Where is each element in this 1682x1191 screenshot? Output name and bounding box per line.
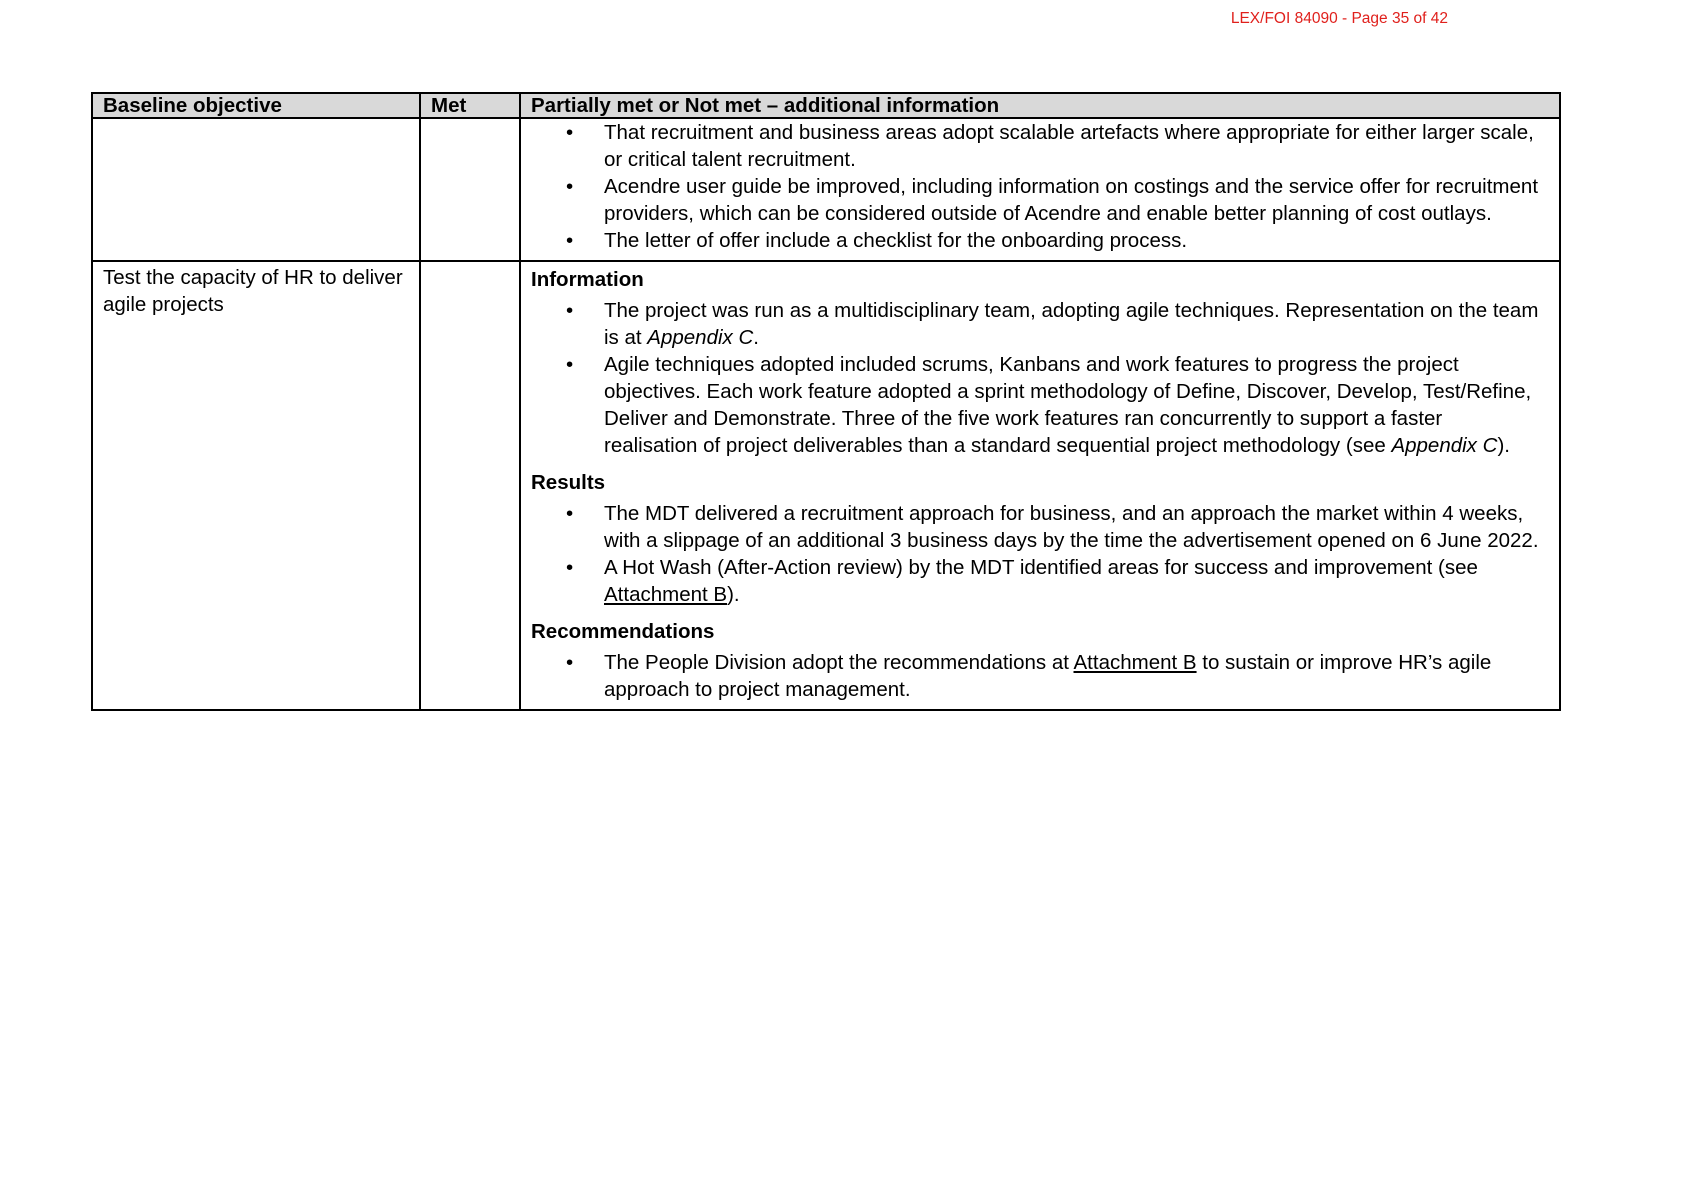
met-cell [420, 261, 520, 710]
list-item: • That recruitment and business areas adopt scalable artefacts where appropriate for either larger scale, or critical talent recruitment. [531, 119, 1549, 173]
item-text-end: ). [727, 583, 740, 606]
item-text: Agile techniques adopted included scrums, Kanbans and work features to progress the project objectives. Each work feature adopted a sprint methodology of Define, Discover, Develop, Test/Refine, Deliver and Demonstrate. Three of the five work features ran concurrently to support a faster realisation of project deliverables than a standard sequential project methodology (see [604, 353, 1532, 457]
info-cell [520, 261, 1560, 710]
objective-cell [92, 118, 420, 261]
information-list [531, 297, 1549, 459]
item-text-end: ). [1497, 434, 1510, 457]
page-stamp: LEX/FOI 84090 - Page 35 of 42 [1230, 10, 1448, 27]
header-baseline-objective: Baseline objective [92, 93, 420, 118]
objective-cell: Test the capacity of HR to deliver agile projects [92, 261, 420, 710]
list-item: • Acendre user guide be improved, including information on costings and the service offer for recruitment providers, which can be considered outside of Acendre and enable better planning of cost outlays. [531, 173, 1549, 227]
item-text: The project was run as a multidisciplinary team, adopting agile techniques. Representation on the team is at [604, 299, 1539, 349]
list-item [531, 351, 1549, 459]
list-item [531, 554, 1549, 608]
recommendation-list [531, 119, 1549, 254]
info-cell [520, 118, 1560, 261]
appendix-reference: Appendix C [1391, 434, 1498, 457]
objectives-table [91, 92, 1561, 711]
list-item [531, 297, 1549, 351]
section-heading-recommendations: Recommendations [531, 620, 715, 643]
table-row-continuation [92, 118, 1560, 261]
item-text-end: . [753, 326, 759, 349]
header-additional-information: Partially met or Not met – additional information [520, 93, 1560, 118]
item-text-end: to sustain or improve HR’s agile approach to project management. [604, 651, 1492, 701]
attachment-b-link[interactable]: Attachment B [1073, 651, 1197, 674]
section-heading-information: Information [531, 268, 644, 291]
attachment-b-link[interactable]: Attachment B [604, 583, 728, 606]
results-list [531, 500, 1549, 608]
list-item [531, 649, 1549, 703]
table-row-agile [92, 261, 1560, 710]
table-header-row [92, 93, 1560, 118]
recommendations-list [531, 649, 1549, 703]
met-cell [420, 118, 520, 261]
section-heading-results: Results [531, 471, 606, 494]
item-text: The People Division adopt the recommendations at [604, 651, 1074, 674]
list-item: • The MDT delivered a recruitment approach for business, and an approach the market within 4 weeks, with a slippage of an additional 3 business days by the time the advertisement opened on 6 June 2022. [531, 500, 1549, 554]
list-item: • The letter of offer include a checklist for the onboarding process. [531, 227, 1549, 254]
header-met: Met [420, 93, 520, 118]
appendix-reference: Appendix C [647, 326, 754, 349]
item-text: A Hot Wash (After-Action review) by the MDT identified areas for success and improvement (see [604, 556, 1478, 579]
